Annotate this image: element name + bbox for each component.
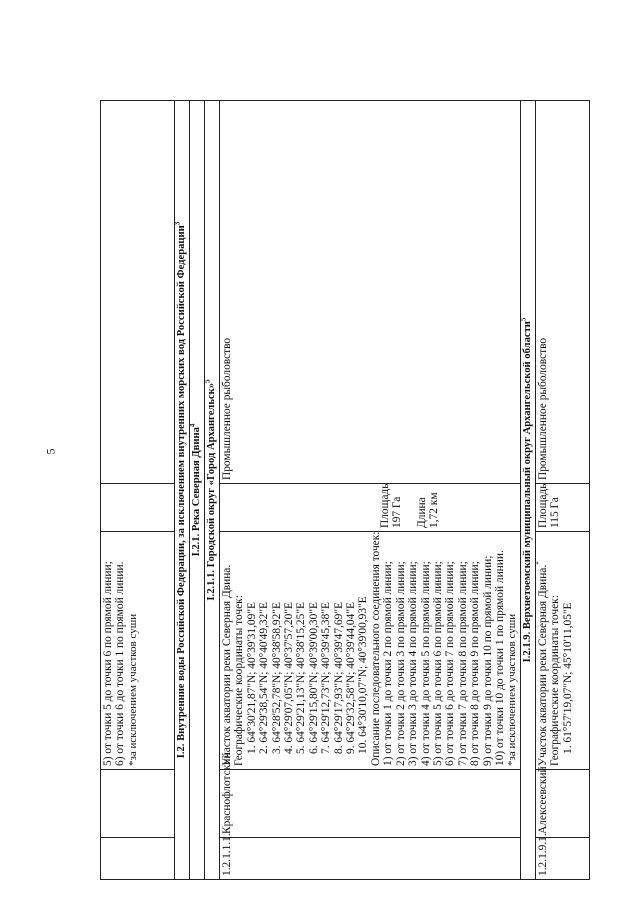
continuation-row (101, 101, 175, 880)
fishing-areas-table (100, 100, 590, 880)
cell-number: 1.2.1.9.1. (535, 838, 589, 880)
coord-line: 1. 61°57'19,07"N; 45°10'11,05"E (561, 602, 574, 754)
description-title: Участок акватории реки Северная Двина.* (534, 561, 549, 766)
cell-size (101, 484, 175, 532)
length-label: Длина (415, 497, 428, 528)
table-row (220, 101, 521, 880)
coord-line: 8. 64°29'17,93"N; 40°39'47,69"E (332, 602, 345, 754)
connection-line: 5) от точки 5 до точки 6 по прямой линии; (102, 561, 114, 766)
section-title: I.2.1.9. Верхнетоемский муниципальный округ Архангельской области$^5$ (520, 101, 535, 880)
cell-number: 1.2.1.1.1. (220, 838, 521, 880)
area-label: Площадь (379, 483, 391, 528)
connection-line: 1) от точки 1 до точки 2 по прямой линии; (382, 561, 395, 766)
coord-line: 4. 64°29'07,05"N; 40°37'57,20"E (283, 602, 296, 754)
connection-line: 3) от точки 3 до точки 4 по прямой линии; (407, 561, 420, 766)
table-row (535, 101, 589, 880)
exclusion-note: *за исключением участков суши (126, 613, 139, 766)
section-title: I.2. Внутренние воды Российской Федерации, за исключением внутренних морских вод Российской Федерации$^3$ (175, 101, 190, 880)
section-title: I.2.1.1. Городской округ «Город Архангельск»$^5$ (205, 101, 220, 880)
connection-line: 6) от точки 6 до точки 7 по прямой линии; (444, 561, 457, 766)
length-value: 1,72 км (428, 492, 441, 528)
connection-line: 9) от точки 9 до точки 10 по прямой линии; (481, 555, 494, 766)
section-header (175, 101, 190, 880)
coords-title: Географические координаты точек: (549, 595, 562, 766)
description-title: Участок акватории реки Северная Двина. (221, 564, 233, 766)
coord-line: 5. 64°29'21,13"N; 40°38'15,25"E (295, 602, 308, 754)
section-header (205, 101, 220, 880)
section-title: I.2.1. Река Северная Двина$^4$ (190, 101, 205, 880)
cell-description (220, 532, 521, 770)
page-number: 5 (43, 448, 58, 455)
connection-line: 5) от точки 5 до точки 6 по прямой линии; (431, 561, 444, 766)
cell-name: Алексеевский (535, 770, 589, 838)
coord-line: 2. 64°29'38,54"N; 40°40'49,32"E (258, 602, 271, 754)
coord-line: 9. 64°29'32,58"N; 40°39'44,04"E (345, 602, 358, 754)
cell-use: Промышленное рыболовство (535, 101, 589, 484)
coord-line: 3. 64°28'52,78"N; 40°38'58,92"E (270, 602, 283, 754)
connection-line: 4) от точки 4 до точки 5 по прямой линии; (419, 561, 432, 766)
area-value: 115 Га (549, 497, 562, 528)
coord-line: 6. 64°29'15,80"N; 40°39'00,30"E (307, 602, 320, 754)
coord-line: 7. 64°29'12,73"N; 40°39'45,38"E (320, 602, 333, 754)
connections-title: Описание последовательного соединения точек: (369, 531, 382, 766)
cell-name: Краснофлотский (220, 770, 521, 838)
cell-size (535, 484, 589, 532)
cell-size (220, 484, 521, 532)
area-value: 197 Га (391, 496, 404, 528)
coord-line: 1. 64°30'21,87"N; 40°39'31,09"E (245, 602, 258, 754)
connection-line: 2) от точки 2 до точки 3 по прямой линии; (394, 561, 407, 766)
coord-line: 10. 64°30'10,07"N; 40°39'00,93"E (357, 596, 370, 754)
section-header (190, 101, 205, 880)
cell-description (101, 532, 175, 770)
cell-number (101, 838, 175, 880)
exclusion-note: *за исключением участков суши (506, 613, 519, 766)
cell-name (101, 770, 175, 838)
area-label: Площадь (536, 483, 549, 528)
section-header (520, 101, 535, 880)
connection-line: 10) от точки 10 до точки 1 по прямой линии. (493, 550, 506, 766)
coords-title: Географические координаты точек: (233, 595, 246, 766)
cell-use (101, 101, 175, 484)
connection-line: 6) от точки 6 до точки 1 по прямой линии. (114, 561, 127, 766)
cell-description (535, 532, 589, 770)
connection-line: 8) от точки 8 до точки 9 по прямой линии; (469, 561, 482, 766)
cell-use: Промышленное рыболовство (220, 101, 521, 484)
connection-line: 7) от точки 7 до точки 8 по прямой линии; (456, 561, 469, 766)
